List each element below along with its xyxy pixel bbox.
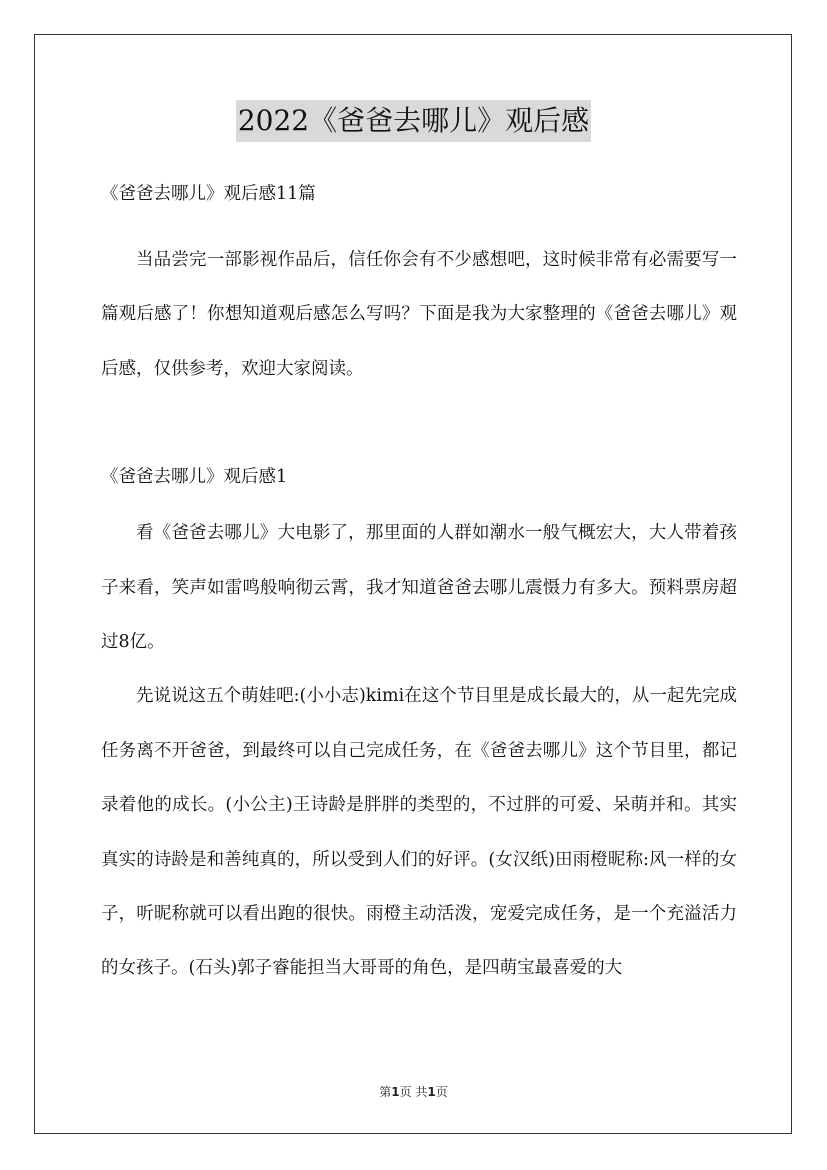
footer-current-page: 1 bbox=[391, 1085, 400, 1099]
footer-mid: 页 共 bbox=[399, 1085, 428, 1099]
body-paragraph-2: 先说说这五个萌娃吧:(小小志)kimi在这个节目里是成长最大的，从一起先完成任务离不开爸爸，到最终可以自己完成任务，在《爸爸去哪儿》这个节目里，都记录着他的成长。(小公主)王诗龄是胖胖的类型的，不过胖的可爱、呆萌并和。其实真实的诗龄是和善纯真的，所以受到人们的好评。(女汉纸)田雨橙昵称:风一样的女子，听昵称就可以看出跑的很快。雨橙主动活泼，宠爱完成任务，是一个充溢活力的女孩子。(石头)郭子睿能担当大哥哥的角色，是四萌宝最喜爱的大 bbox=[101, 686, 737, 979]
page-footer bbox=[0, 1083, 827, 1100]
footer-suffix: 页 bbox=[435, 1085, 448, 1099]
document-title: 2022《爸爸去哪儿》观后感 bbox=[236, 100, 591, 142]
section-heading: 《爸爸去哪儿》观后感1 bbox=[101, 467, 288, 488]
body-paragraph-1: 看《爸爸去哪儿》大电影了，那里面的人群如潮水一般气概宏大，大人带着孩子来看，笑声如雷鸣般响彻云霄，我才知道爸爸去哪儿震慑力有多大。预料票房超过8亿。 bbox=[101, 523, 737, 653]
document-body bbox=[101, 177, 737, 996]
footer-total-pages: 1 bbox=[427, 1085, 436, 1099]
intro-paragraph: 当品尝完一部影视作品后，信任你会有不少感想吧，这时候非常有必需要写一篇观后感了！你想知道观后感怎么写吗？下面是我为大家整理的《爸爸去哪儿》观后感，仅供参考，欢迎大家阅读。 bbox=[101, 250, 737, 379]
footer-prefix: 第 bbox=[379, 1085, 392, 1099]
title-wrap bbox=[0, 100, 827, 142]
subtitle: 《爸爸去哪儿》观后感11篇 bbox=[101, 184, 316, 204]
